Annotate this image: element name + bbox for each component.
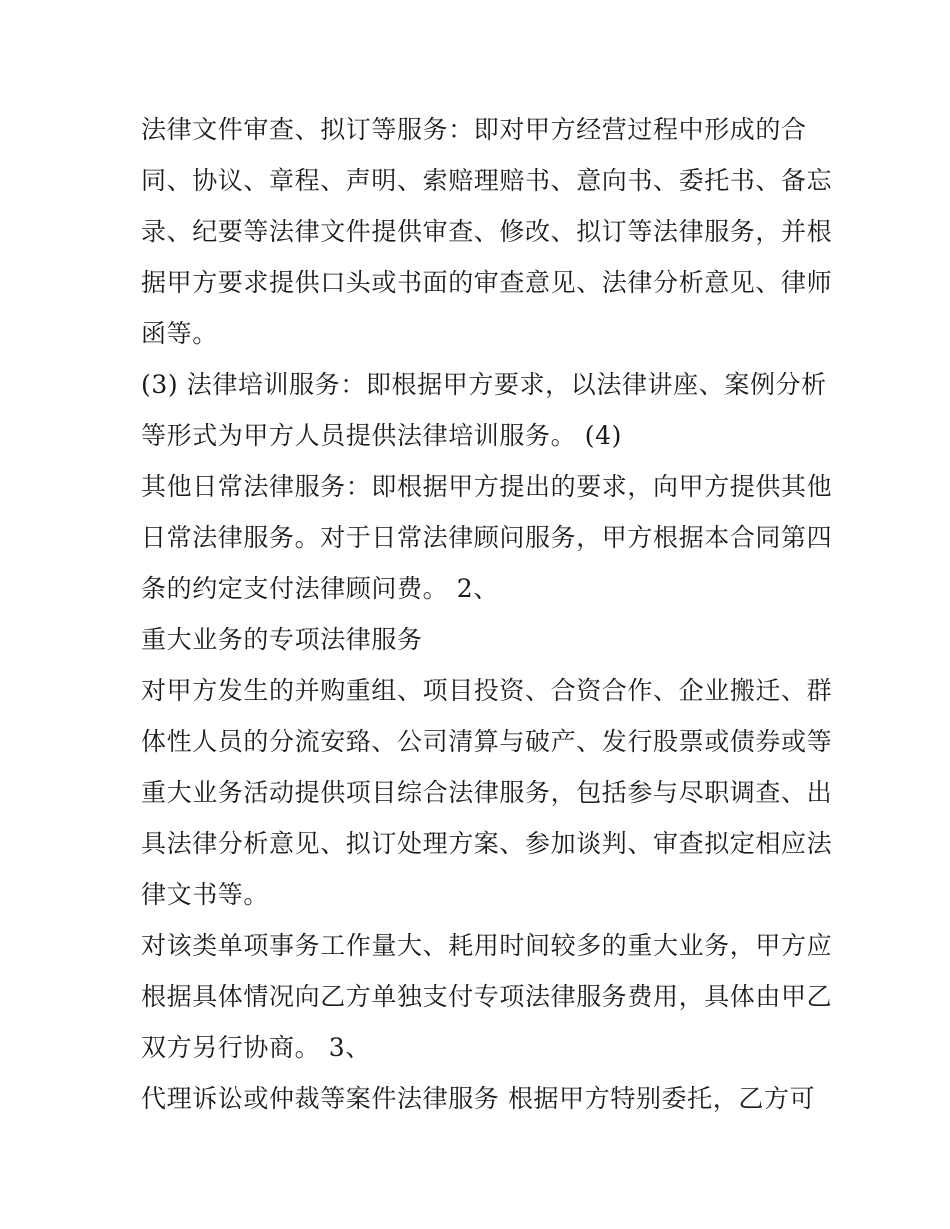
text-line: 体性人员的分流安臵、公司清算与破产、发行股票或债券或等 [141, 727, 833, 756]
text-line: 对甲方发生的并购重组、项目投资、合资合作、企业搬迁、群 [141, 676, 833, 705]
text-line: 律文书等。 [141, 880, 270, 909]
text-line: (3) 法律培训服务：即根据甲方要求，以法律讲座、案例分析 [141, 370, 827, 399]
text-line: 代理诉讼或仲裁等案件法律服务 根据甲方特别委托，乙方可 [141, 1084, 816, 1113]
text-line: 录、纪要等法律文件提供审查、修改、拟订等法律服务，并根 [141, 217, 833, 246]
text-line: 同、协议、章程、声明、索赔理赔书、意向书、委托书、备忘 [141, 166, 833, 195]
section-heading: 重大业务的专项法律服务 [141, 625, 423, 654]
text-line: 具法律分析意见、拟订处理方案、参加谈判、审查拟定相应法 [141, 829, 833, 858]
text-line: 函等。 [141, 319, 218, 348]
text-line: 法律文件审查、拟订等服务：即对甲方经营过程中形成的合 [141, 115, 807, 144]
text-line: 条的约定支付法律顾问费。 2、 [141, 574, 499, 603]
text-line: 据甲方要求提供口头或书面的审查意见、法律分析意见、律师 [141, 268, 833, 297]
text-line: 根据具体情况向乙方单独支付专项法律服务费用，具体由甲乙 [141, 982, 833, 1011]
text-line: 重大业务活动提供项目综合法律服务，包括参与尽职调查、出 [141, 778, 833, 807]
text-line: 其他日常法律服务：即根据甲方提出的要求，向甲方提供其他 [141, 472, 833, 501]
text-line: 等形式为甲方人员提供法律培训服务。 (4) [141, 421, 622, 450]
text-line: 日常法律服务。对于日常法律顾问服务，甲方根据本合同第四 [141, 523, 833, 552]
text-line: 对该类单项事务工作量大、耗用时间较多的重大业务，甲方应 [141, 931, 833, 960]
text-line: 双方另行协商。 3、 [141, 1033, 371, 1062]
